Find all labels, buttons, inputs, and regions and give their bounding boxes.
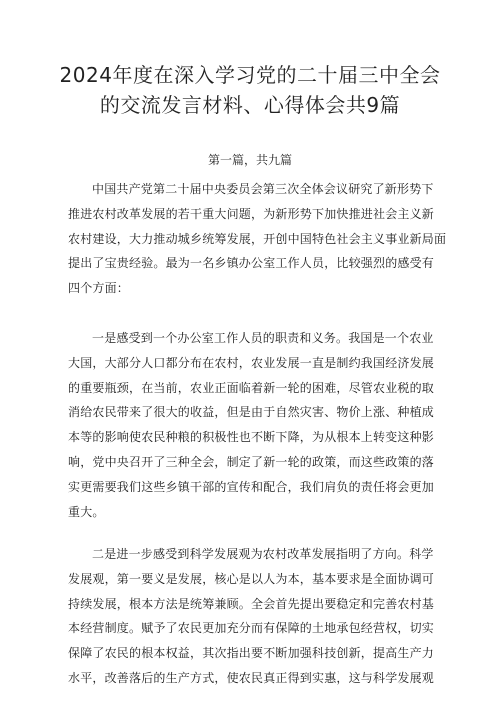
paragraph-line: 本等的影响使农民种粮的积极性也不断下降，为从根本上转变这种影 bbox=[68, 430, 435, 445]
paragraph-line: 四个方面： bbox=[68, 281, 130, 296]
paragraph-line: 农村建设，大力推动城乡统筹发展，开创中国特色社会主义事业新局面 bbox=[68, 231, 447, 246]
paragraph-line: 一是感受到一个办公室工作人员的职责和义务。我国是一个农业 bbox=[92, 331, 434, 345]
paragraph-line: 二是进一步感受到科学发展观为农村改革发展指明了方向。科学 bbox=[92, 547, 434, 561]
paragraph-line: 本经营制度。赋予了农民更加充分而有保障的土地承包经营权，切实 bbox=[68, 621, 435, 636]
paragraph-line: 水平，改善落后的生产方式，使农民真正得到实惠，这与科学发展观 bbox=[68, 670, 435, 685]
paragraph-intro bbox=[68, 177, 447, 301]
title-line-2: 的交流发言材料、心得体会共9篇 bbox=[99, 93, 401, 117]
paragraph-line: 响，党中央召开了三种全会，制定了新一轮的政策，而这些政策的落 bbox=[68, 454, 435, 469]
paragraph-line: 持续发展，根本方法是统筹兼顾。全会首先提出要稳定和完善农村基 bbox=[68, 596, 435, 611]
paragraph-line: 消给农民带来了很大的收益，但是由于自然灾害、物价上涨、种植成 bbox=[68, 405, 435, 420]
paragraph-point-two bbox=[68, 542, 435, 691]
paragraph-line: 保障了农民的根本权益，其次指出要不断加强科技创新，提高生产力 bbox=[68, 646, 435, 661]
paragraph-line: 发展观，第一要义是发展，核心是以人为本，基本要求是全面协调可 bbox=[68, 571, 435, 586]
paragraph-line: 的重要瓶颈，在当前，农业正面临着新一轮的困难，尽管农业税的取 bbox=[68, 380, 435, 395]
paragraph-line: 重大。 bbox=[68, 504, 105, 519]
title-line-1: 2024年度在深入学习党的二十届三中全会 bbox=[59, 63, 441, 87]
paragraph-point-one bbox=[68, 326, 435, 524]
paragraph-line: 大国，大部分人口都分布在农村，农业发展一直是制约我国经济发展 bbox=[68, 355, 435, 370]
paragraph-line: 中国共产党第二十届中央委员会第三次全体会议研究了新形势下 bbox=[92, 182, 434, 196]
paragraph-line: 实更需要我们这些乡镇干部的宣传和配合，我们肩负的责任将会更加 bbox=[68, 479, 435, 494]
paragraph-line: 提出了宝贵经验。最为一名乡镇办公室工作人员，比较强烈的感受有 bbox=[68, 256, 435, 271]
section-subtitle: 第一篇，共九篇 bbox=[207, 153, 292, 167]
paragraph-line: 推进农村改革发展的若干重大问题，为新形势下加快推进社会主义新 bbox=[68, 206, 435, 221]
document-title bbox=[40, 60, 460, 120]
